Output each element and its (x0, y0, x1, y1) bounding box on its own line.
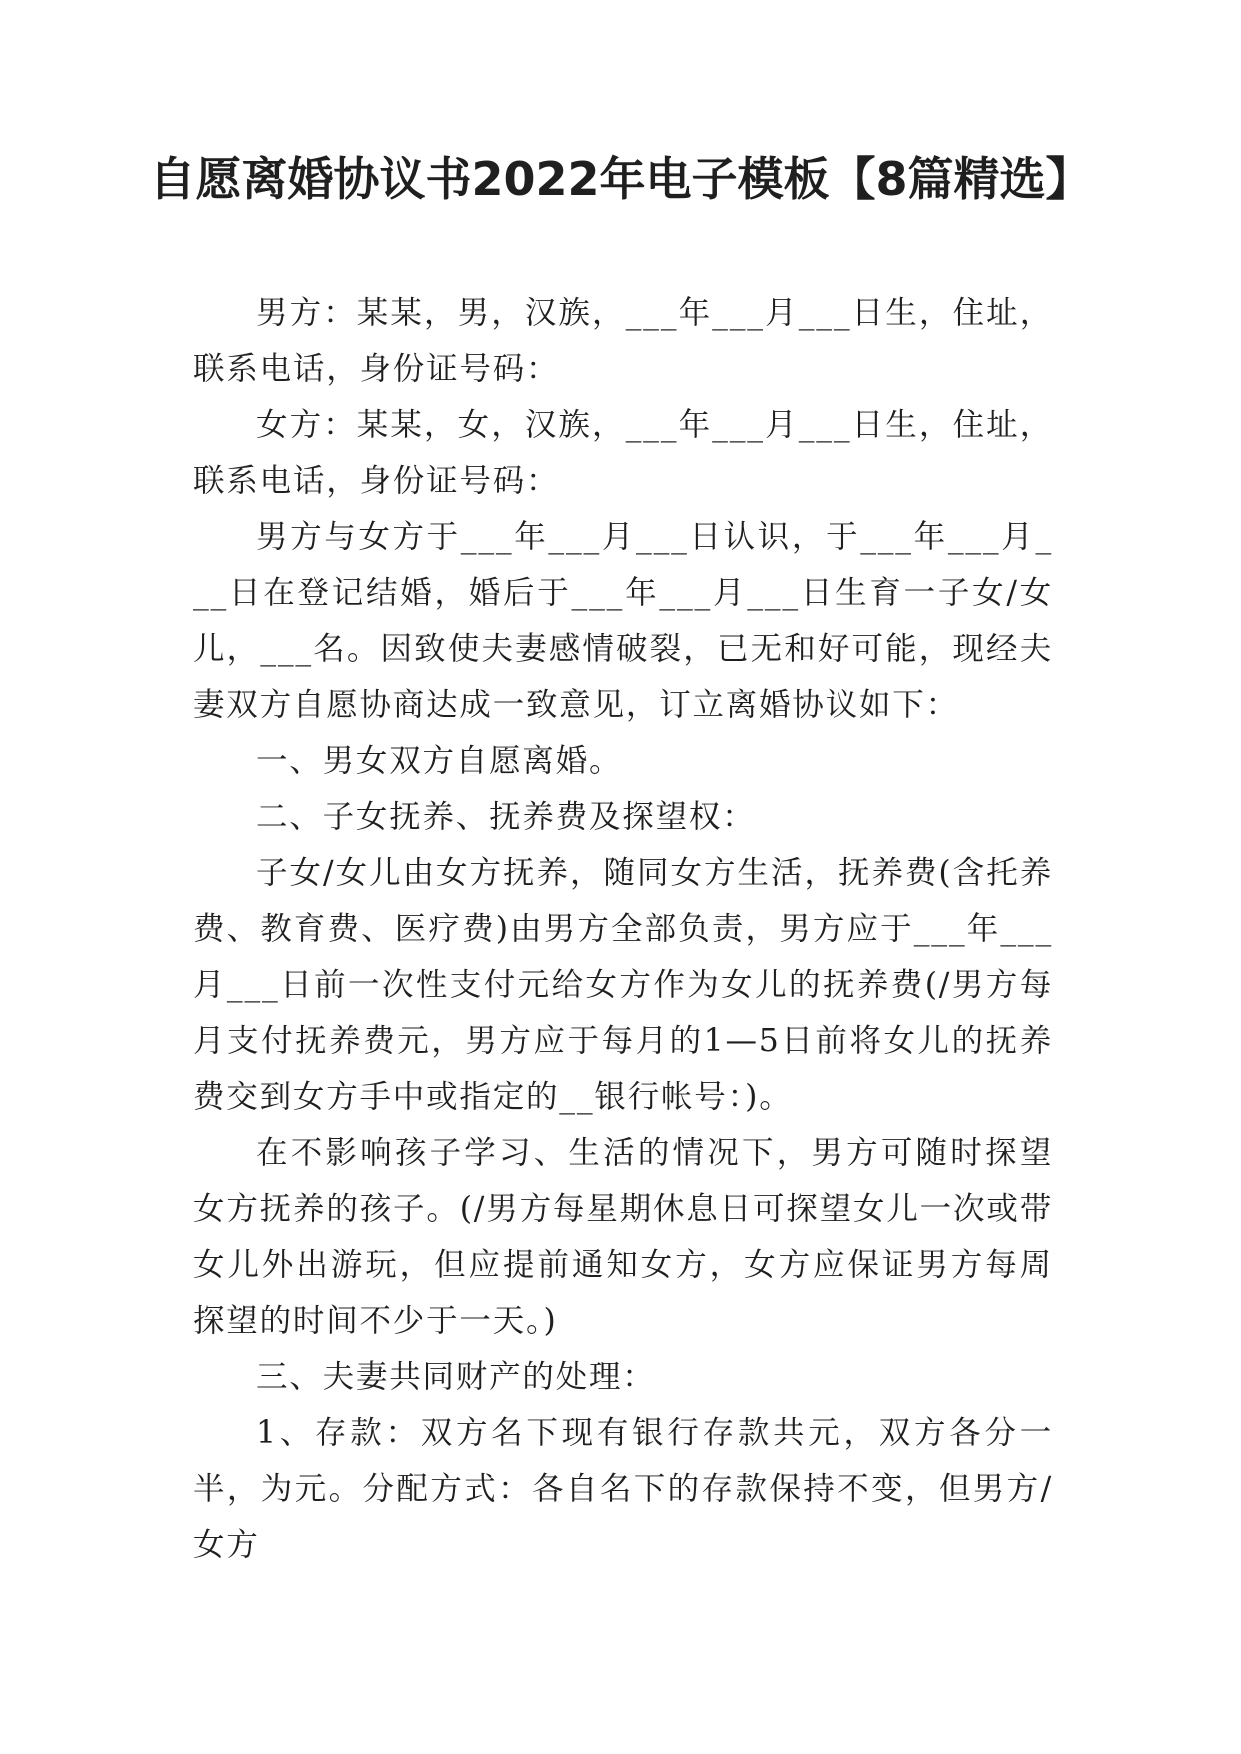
clause-2-heading-custody: 二、子女抚养、抚养费及探望权： (256, 799, 756, 835)
paragraph-male-party: 男方：某某，男，汉族，___年___月___日生，住址，联系电话，身份证号码： (193, 295, 1053, 387)
paragraph-visitation: 在不影响孩子学习、生活的情况下，男方可随时探望女方抚养的孩子。(/男方每星期休息日可探望女儿一次或带女儿外出游玩，但应提前通知女方，女方应保证男方每周探望的时间不少于一天。) (193, 1135, 1053, 1339)
paragraph-marriage-background: 男方与女方于___年___月___日认识，于___年___月___日在登记结婚，婚后于___年___月___日生育一子女/女儿，___名。因致使夫妻感情破裂，已无和好可能，现经夫妻双方自愿协商达成一致意见，订立离婚协议如下： (193, 519, 1053, 723)
clause-1-divorce: 一、男女双方自愿离婚。 (256, 743, 623, 779)
document-body (193, 285, 1053, 1573)
paragraph-deposits: 1、存款：双方名下现有银行存款共元，双方各分一半，为元。分配方式：各自名下的存款保持不变，但男方/女方 (193, 1415, 1053, 1563)
clause-3-heading-property: 三、夫妻共同财产的处理： (256, 1359, 656, 1395)
document-title: 自愿离婚协议书2022年电子模板【8篇精选】 (149, 152, 1092, 206)
paragraph-child-support: 子女/女儿由女方抚养，随同女方生活，抚养费(含托养费、教育费、医疗费)由男方全部负责，男方应于___年___月___日前一次性支付元给女方作为女儿的抚养费(/男方每月支付抚养费元，男方应于每月的1—5日前将女儿的抚养费交到女方手中或指定的__银行帐号：)。 (193, 855, 1053, 1115)
paragraph-female-party: 女方：某某，女，汉族，___年___月___日生，住址，联系电话，身份证号码： (193, 407, 1053, 499)
